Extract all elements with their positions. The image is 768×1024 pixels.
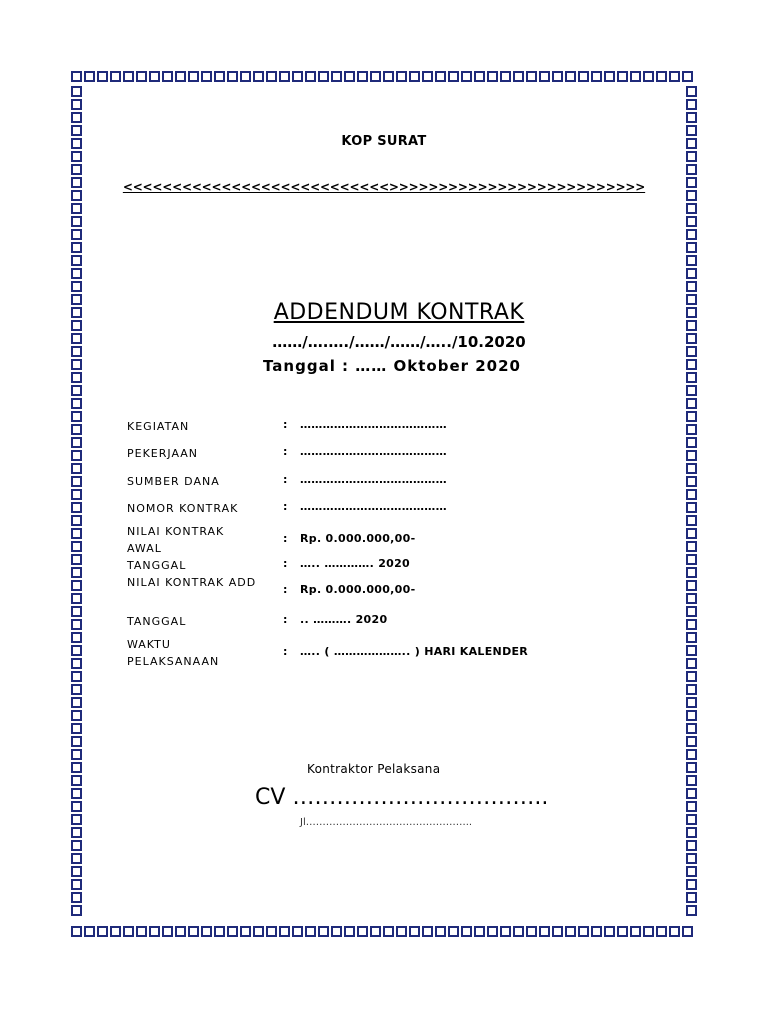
border-cell — [71, 658, 82, 669]
border-cell — [686, 684, 697, 695]
border-cell — [686, 450, 697, 461]
border-cell — [136, 926, 147, 937]
border-cell — [71, 710, 82, 721]
border-cell — [71, 424, 82, 435]
border-cell — [686, 112, 697, 123]
border-cell — [686, 164, 697, 175]
border-cell — [461, 926, 472, 937]
border-cell — [71, 853, 82, 864]
border-cell — [686, 541, 697, 552]
border-cell — [331, 926, 342, 937]
border-cell — [71, 762, 82, 773]
border-cell — [686, 892, 697, 903]
border-cell — [253, 71, 264, 82]
border-cell — [266, 71, 277, 82]
border-cell — [500, 71, 511, 82]
border-cell — [422, 71, 433, 82]
border-cell — [71, 528, 82, 539]
border-cell — [686, 229, 697, 240]
field-colon: : — [283, 557, 288, 570]
border-cell — [71, 541, 82, 552]
border-cell — [686, 814, 697, 825]
border-cell — [686, 151, 697, 162]
border-cell — [240, 926, 251, 937]
border-cell — [643, 926, 654, 937]
border-cell — [71, 723, 82, 734]
border-cell — [539, 926, 550, 937]
border-bottom — [70, 925, 694, 940]
border-cell — [71, 554, 82, 565]
border-cell — [383, 71, 394, 82]
border-cell — [552, 71, 563, 82]
field-label-pekerjaan: PEKERJAAN — [127, 447, 199, 460]
border-cell — [630, 71, 641, 82]
field-value-waktu-pelaksanaan: ….. ( ……………….. ) HARI KALENDER — [300, 645, 529, 658]
border-cell — [686, 437, 697, 448]
border-cell — [71, 437, 82, 448]
border-cell — [188, 926, 199, 937]
border-cell — [357, 926, 368, 937]
border-cell — [591, 71, 602, 82]
border-cell — [71, 892, 82, 903]
border-cell — [84, 71, 95, 82]
border-cell — [318, 71, 329, 82]
border-cell — [227, 71, 238, 82]
border-cell — [686, 619, 697, 630]
border-cell — [71, 489, 82, 500]
border-cell — [201, 926, 212, 937]
border-cell — [591, 926, 602, 937]
border-cell — [71, 229, 82, 240]
border-cell — [201, 71, 212, 82]
signature-role: Kontraktor Pelaksana — [307, 762, 441, 776]
border-cell — [686, 697, 697, 708]
border-cell — [435, 926, 446, 937]
border-cell — [383, 926, 394, 937]
border-cell — [669, 71, 680, 82]
border-cell — [71, 749, 82, 760]
border-cell — [686, 736, 697, 747]
border-cell — [487, 71, 498, 82]
border-cell — [71, 515, 82, 526]
border-cell — [686, 86, 697, 97]
border-cell — [71, 216, 82, 227]
border-cell — [71, 164, 82, 175]
border-cell — [526, 926, 537, 937]
field-colon: : — [283, 418, 288, 431]
border-cell — [136, 71, 147, 82]
border-cell — [71, 255, 82, 266]
border-cell — [344, 71, 355, 82]
border-cell — [686, 528, 697, 539]
border-cell — [686, 502, 697, 513]
border-cell — [71, 463, 82, 474]
border-cell — [71, 632, 82, 643]
border-cell — [474, 71, 485, 82]
border-cell — [686, 476, 697, 487]
border-cell — [686, 879, 697, 890]
border-cell — [396, 926, 407, 937]
border-cell — [71, 879, 82, 890]
border-cell — [686, 515, 697, 526]
border-cell — [71, 281, 82, 292]
border-cell — [149, 71, 160, 82]
border-cell — [448, 926, 459, 937]
border-cell — [686, 671, 697, 682]
border-cell — [686, 567, 697, 578]
border-cell — [686, 801, 697, 812]
border-cell — [344, 926, 355, 937]
field-colon: : — [283, 473, 288, 486]
border-cell — [71, 619, 82, 630]
border-cell — [71, 411, 82, 422]
signature-address: Jl………………………………………….. — [300, 817, 473, 828]
border-cell — [396, 71, 407, 82]
field-label-kegiatan: KEGIATAN — [127, 420, 190, 433]
border-cell — [643, 71, 654, 82]
border-cell — [578, 926, 589, 937]
border-cell — [240, 71, 251, 82]
border-cell — [71, 671, 82, 682]
border-cell — [71, 203, 82, 214]
border-cell — [686, 775, 697, 786]
border-cell — [552, 926, 563, 937]
border-cell — [71, 736, 82, 747]
border-cell — [318, 926, 329, 937]
border-cell — [110, 71, 121, 82]
border-cell — [686, 632, 697, 643]
field-colon: : — [283, 500, 288, 513]
border-cell — [474, 926, 485, 937]
letterhead-label: KOP SURAT — [341, 134, 427, 149]
border-cell — [266, 926, 277, 937]
field-label-tanggal-awal: TANGGAL — [127, 559, 187, 572]
border-right — [685, 85, 700, 917]
border-cell — [71, 86, 82, 97]
border-cell — [669, 926, 680, 937]
border-cell — [97, 71, 108, 82]
border-cell — [686, 554, 697, 565]
border-cell — [71, 645, 82, 656]
border-cell — [71, 697, 82, 708]
border-cell — [565, 71, 576, 82]
border-cell — [630, 926, 641, 937]
field-label-nilai-kontrak-awal: NILAI KONTRAK AWAL — [127, 525, 225, 555]
border-cell — [175, 71, 186, 82]
border-cell — [71, 112, 82, 123]
border-cell — [686, 658, 697, 669]
border-cell — [71, 801, 82, 812]
field-label-nilai-kontrak-add: NILAI KONTRAK ADD — [127, 576, 257, 589]
field-label-waktu-pelaksanaan: WAKTU PELAKSANAAN — [127, 638, 220, 668]
border-cell — [409, 71, 420, 82]
border-cell — [71, 814, 82, 825]
border-cell — [71, 99, 82, 110]
border-cell — [422, 926, 433, 937]
border-cell — [227, 926, 238, 937]
border-cell — [292, 926, 303, 937]
border-cell — [487, 926, 498, 937]
field-value-nomor-kontrak: ………………………………… — [300, 500, 447, 513]
field-label-tanggal-add: TANGGAL — [127, 615, 187, 628]
border-cell — [162, 926, 173, 937]
border-cell — [686, 853, 697, 864]
document-number: ……/….…./……/……/…../10.2020 — [272, 333, 526, 351]
border-cell — [279, 71, 290, 82]
border-cell — [71, 151, 82, 162]
border-cell — [513, 926, 524, 937]
border-cell — [149, 926, 160, 937]
border-cell — [686, 762, 697, 773]
border-cell — [448, 71, 459, 82]
document-title: ADDENDUM KONTRAK — [273, 300, 525, 325]
border-cell — [71, 775, 82, 786]
border-cell — [71, 268, 82, 279]
border-cell — [604, 926, 615, 937]
border-cell — [500, 926, 511, 937]
border-cell — [686, 242, 697, 253]
border-cell — [686, 749, 697, 760]
border-cell — [71, 71, 82, 82]
border-cell — [686, 723, 697, 734]
border-cell — [71, 606, 82, 617]
border-cell — [188, 71, 199, 82]
border-cell — [292, 71, 303, 82]
field-value-nilai-kontrak-add: Rp. 0.000.000,00- — [300, 583, 416, 596]
border-top — [70, 70, 694, 85]
border-cell — [71, 866, 82, 877]
field-colon: : — [283, 532, 288, 545]
border-cell — [686, 866, 697, 877]
border-cell — [686, 840, 697, 851]
border-cell — [214, 71, 225, 82]
border-cell — [686, 788, 697, 799]
border-cell — [526, 71, 537, 82]
border-cell — [305, 926, 316, 937]
border-cell — [686, 645, 697, 656]
field-value-tanggal-add: .. ………. 2020 — [300, 613, 388, 626]
border-cell — [686, 905, 697, 916]
border-cell — [110, 926, 121, 937]
border-cell — [686, 827, 697, 838]
border-cell — [686, 424, 697, 435]
border-cell — [686, 281, 697, 292]
signature-company: CV …………………………….. — [255, 785, 549, 810]
border-cell — [513, 71, 524, 82]
field-colon: : — [283, 445, 288, 458]
border-cell — [71, 450, 82, 461]
border-cell — [686, 593, 697, 604]
border-cell — [123, 926, 134, 937]
border-cell — [686, 580, 697, 591]
border-cell — [71, 398, 82, 409]
border-cell — [71, 827, 82, 838]
field-value-nilai-kontrak-awal: Rp. 0.000.000,00- — [300, 532, 416, 545]
border-cell — [71, 593, 82, 604]
field-colon: : — [283, 613, 288, 626]
border-cell — [71, 476, 82, 487]
border-cell — [617, 926, 628, 937]
border-cell — [71, 580, 82, 591]
field-label-nomor-kontrak: NOMOR KONTRAK — [127, 502, 239, 515]
border-cell — [686, 385, 697, 396]
border-cell — [71, 926, 82, 937]
border-cell — [370, 71, 381, 82]
field-value-tanggal-awal: ….. …………. 2020 — [300, 557, 411, 570]
border-cell — [686, 268, 697, 279]
border-cell — [409, 926, 420, 937]
border-cell — [357, 71, 368, 82]
field-value-kegiatan: ………………………………… — [300, 418, 447, 431]
border-cell — [370, 926, 381, 937]
border-cell — [123, 71, 134, 82]
border-cell — [686, 216, 697, 227]
border-cell — [214, 926, 225, 937]
border-cell — [686, 606, 697, 617]
border-cell — [71, 385, 82, 396]
border-cell — [686, 463, 697, 474]
border-cell — [686, 99, 697, 110]
field-colon: : — [283, 583, 288, 596]
border-cell — [686, 411, 697, 422]
border-cell — [686, 489, 697, 500]
border-cell — [331, 71, 342, 82]
border-cell — [71, 502, 82, 513]
border-cell — [686, 203, 697, 214]
field-value-pekerjaan: ………………………………… — [300, 445, 447, 458]
border-cell — [71, 242, 82, 253]
border-cell — [279, 926, 290, 937]
border-cell — [435, 71, 446, 82]
field-colon: : — [283, 645, 288, 658]
border-cell — [565, 926, 576, 937]
border-cell — [97, 926, 108, 937]
border-cell — [682, 71, 693, 82]
border-cell — [578, 71, 589, 82]
border-cell — [71, 684, 82, 695]
document-date: Tanggal : …… Oktober 2020 — [263, 357, 521, 375]
border-cell — [71, 905, 82, 916]
border-cell — [682, 926, 693, 937]
border-cell — [461, 71, 472, 82]
border-cell — [253, 926, 264, 937]
border-cell — [686, 255, 697, 266]
border-cell — [71, 840, 82, 851]
border-left — [70, 85, 85, 917]
border-cell — [656, 71, 667, 82]
border-cell — [71, 788, 82, 799]
border-cell — [84, 926, 95, 937]
border-cell — [71, 567, 82, 578]
border-cell — [175, 926, 186, 937]
border-cell — [686, 398, 697, 409]
letterhead-separator: <<<<<<<<<<<<<<<<<<<<<<<<<<<>>>>>>>>>>>>>>>>>>>>>>>>>> — [122, 180, 646, 194]
border-cell — [686, 710, 697, 721]
border-cell — [305, 71, 316, 82]
field-value-sumber-dana: ………………………………… — [300, 473, 447, 486]
border-cell — [162, 71, 173, 82]
border-cell — [604, 71, 615, 82]
border-cell — [656, 926, 667, 937]
border-cell — [617, 71, 628, 82]
field-label-sumber-dana: SUMBER DANA — [127, 475, 220, 488]
border-cell — [539, 71, 550, 82]
